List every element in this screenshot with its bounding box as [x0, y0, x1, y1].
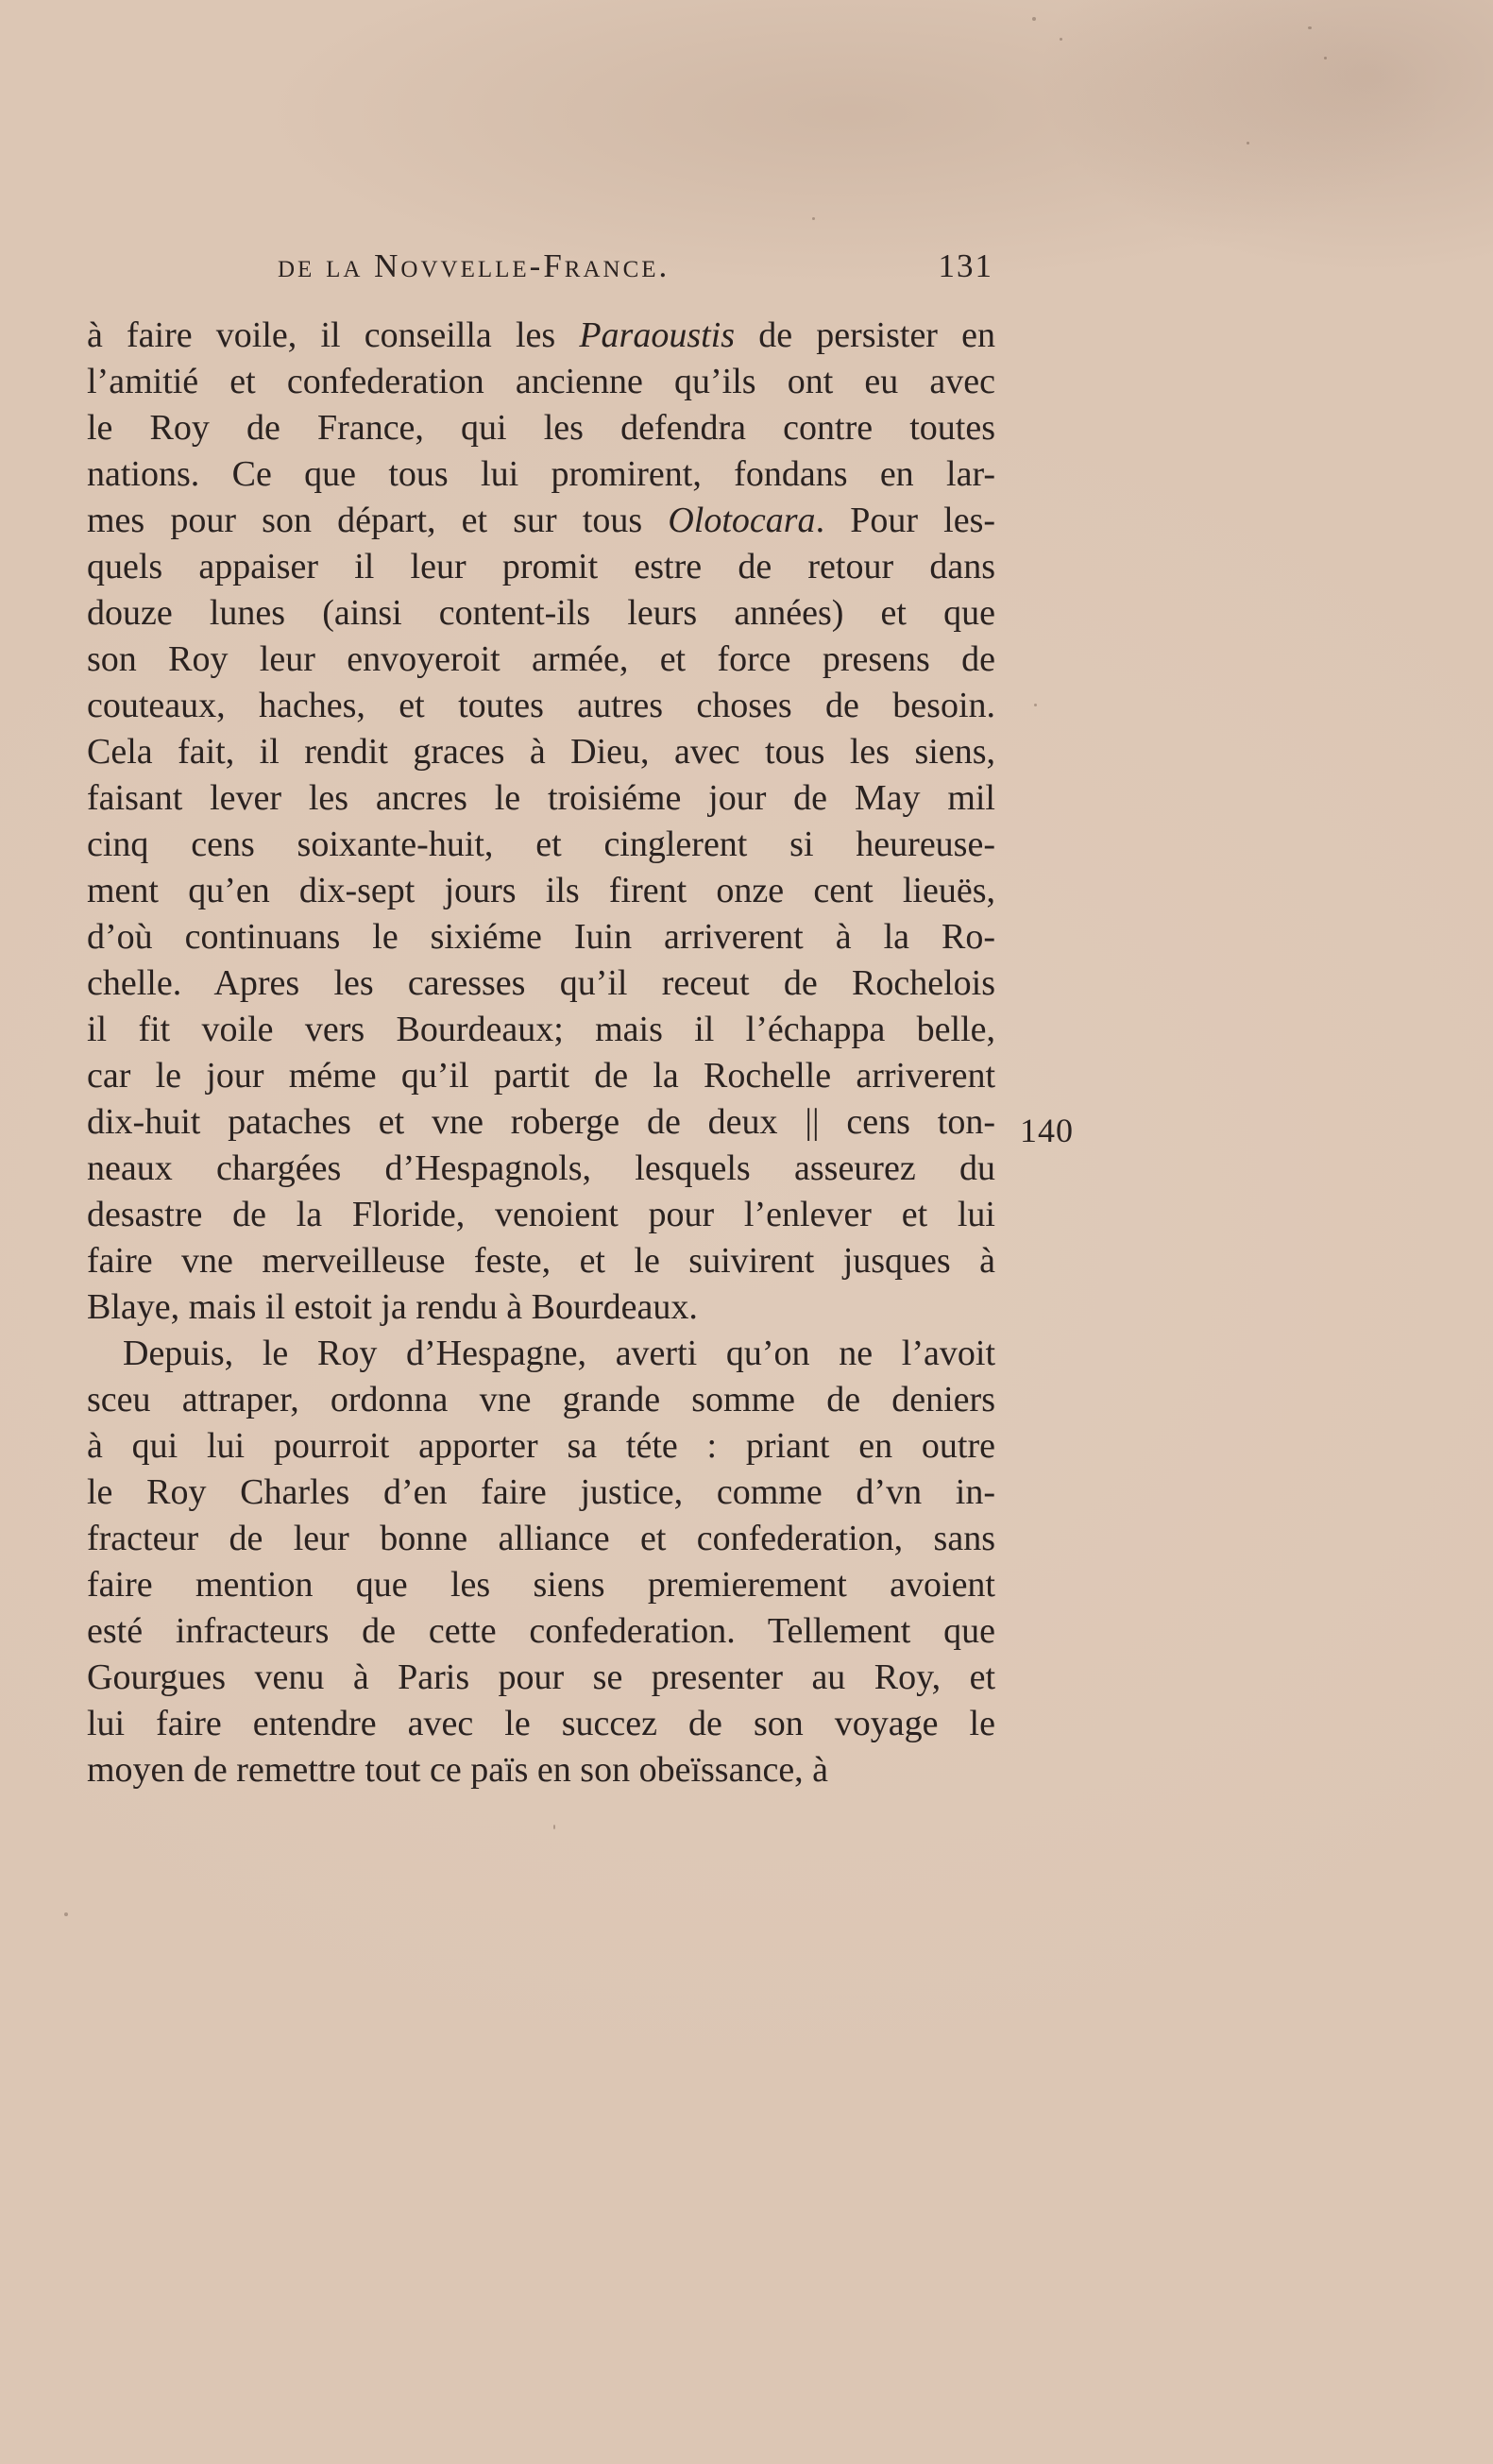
text-line: [87, 1007, 995, 1053]
text-run: Gourgues venu à Paris pour se presenter au Roy, et: [87, 1657, 995, 1697]
text-line: [87, 1423, 995, 1470]
text-line: [87, 544, 995, 590]
text-run: sceu attraper, ordonna vne grande somme de deniers: [87, 1380, 995, 1419]
text-line: [87, 405, 995, 451]
text-run: neaux chargées d’Hespagnols, lesquels asseurez du: [87, 1148, 995, 1188]
paper-speck: [1247, 142, 1249, 144]
text-line: [87, 1655, 995, 1701]
paper-speck: [1034, 704, 1037, 706]
text-line: [87, 590, 995, 637]
text-line: [87, 1192, 995, 1238]
text-line: [87, 1608, 995, 1655]
italic-name: Olotocara: [668, 501, 816, 540]
text-line: [87, 359, 995, 405]
paper-speck: [553, 1825, 555, 1829]
text-run: Depuis, le Roy d’Hespagne, averti qu’on ne l’avoit: [123, 1334, 995, 1373]
text-run: Blaye, mais il estoit ja rendu à Bourdeaux.: [87, 1287, 698, 1327]
text-run: quels appaiser il leur promit estre de retour dans: [87, 547, 995, 586]
text-run: . Pour les-: [815, 501, 996, 540]
text-run: à qui lui pourroit apporter sa téte : priant en outre: [87, 1426, 995, 1466]
paper-speck: [1032, 17, 1036, 21]
text-run: couteaux, haches, et toutes autres choses de besoin.: [87, 686, 995, 725]
text-run: faire mention que les siens premierement avoient: [87, 1565, 995, 1605]
text-run: l’amitié et confederation ancienne qu’ils ont eu avec: [87, 362, 995, 401]
text-run: le Roy Charles d’en faire justice, comme d’vn in-: [87, 1472, 995, 1512]
text-run: chelle. Apres les caresses qu’il receut de Rochelois: [87, 963, 995, 1003]
text-line: [87, 683, 995, 729]
text-line: [87, 1053, 995, 1099]
text-line: [87, 1701, 995, 1747]
text-run: faire vne merveilleuse feste, et le suivirent jusques à: [87, 1241, 995, 1281]
text-line: [87, 1377, 995, 1423]
paper-speck: [1308, 26, 1312, 29]
page-number: 131: [938, 247, 993, 284]
text-line: [87, 1238, 995, 1284]
text-run: dix-huit pataches et vne roberge de deux || cens ton-: [87, 1102, 995, 1142]
text-line: [87, 1284, 995, 1331]
text-line: [87, 498, 995, 544]
text-line: [87, 960, 995, 1007]
paper-speck: [1060, 38, 1062, 41]
text-run: faisant lever les ancres le troisiéme jour de May mil: [87, 778, 995, 818]
text-line: [87, 313, 995, 359]
text-run: son Roy leur envoyeroit armée, et force presens de: [87, 639, 995, 679]
text-run: ment qu’en dix-sept jours ils firent onze cent lieuës,: [87, 871, 995, 910]
text-line: [87, 1747, 995, 1793]
margin-page-reference: 140: [1020, 1112, 1074, 1149]
text-run: car le jour méme qu’il partit de la Rochelle arriverent: [87, 1056, 995, 1096]
text-run: mes pour son départ, et sur tous: [87, 501, 669, 540]
text-run: à faire voile, il conseilla les: [87, 315, 580, 355]
text-run: cinq cens soixante-huit, et cinglerent si heureuse-: [87, 824, 995, 864]
text-run: esté infracteurs de cette confederation. Tellement que: [87, 1611, 995, 1651]
paper-speck: [812, 217, 815, 220]
text-line: [87, 1331, 995, 1377]
text-line: [87, 775, 995, 822]
italic-name: Paraoustis: [579, 315, 736, 355]
text-line: [87, 1516, 995, 1562]
text-line: [87, 1562, 995, 1608]
text-run: il fit voile vers Bourdeaux; mais il l’échappa belle,: [87, 1010, 995, 1049]
text-run: moyen de remettre tout ce païs en son obeïssance, à: [87, 1750, 829, 1790]
text-line: [87, 637, 995, 683]
text-line: [87, 1146, 995, 1192]
paper-speck: [1324, 57, 1327, 59]
text-run: de persister en: [735, 315, 995, 355]
running-head-title: de la Novvelle-France.: [278, 247, 670, 284]
text-line: [87, 914, 995, 960]
text-line: [87, 1099, 995, 1146]
running-head: [274, 247, 997, 295]
text-run: fracteur de leur bonne alliance et confederation, sans: [87, 1519, 995, 1558]
paper-speck: [64, 1912, 68, 1916]
text-run: le Roy de France, qui les defendra contre toutes: [87, 408, 995, 448]
text-run: Cela fait, il rendit graces à Dieu, avec tous les siens,: [87, 732, 995, 772]
text-line: [87, 729, 995, 775]
text-run: douze lunes (ainsi content-ils leurs années) et que: [87, 593, 995, 633]
text-run: nations. Ce que tous lui promirent, fondans en lar-: [87, 454, 995, 494]
text-line: [87, 868, 995, 914]
text-run: desastre de la Floride, venoient pour l’enlever et lui: [87, 1195, 995, 1234]
text-run: d’où continuans le sixiéme Iuin arriverent à la Ro-: [87, 917, 995, 957]
text-line: [87, 1470, 995, 1516]
text-line: [87, 822, 995, 868]
body-text: [87, 313, 995, 1793]
text-run: lui faire entendre avec le succez de son voyage le: [87, 1704, 995, 1743]
text-line: [87, 451, 995, 498]
